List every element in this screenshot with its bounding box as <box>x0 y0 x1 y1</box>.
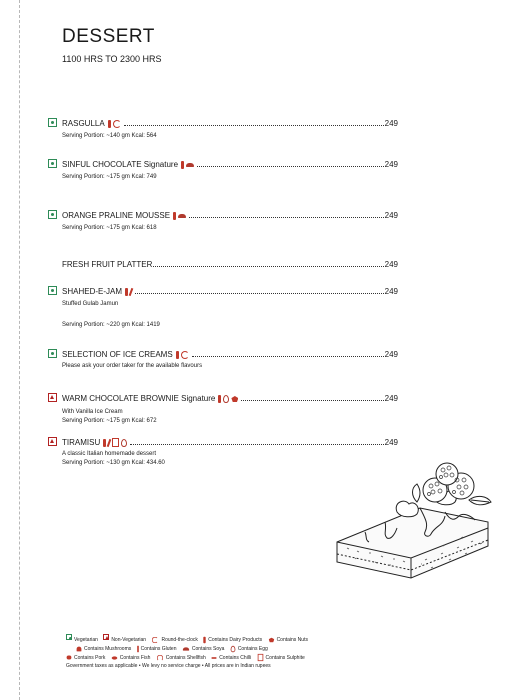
legend-sulphite: Contains Sulphite <box>265 655 305 662</box>
item-description: A classic Italian homemade dessert <box>62 451 157 457</box>
pork-icon <box>67 656 72 660</box>
mushroom-icon <box>77 646 82 651</box>
item-name: WARM CHOCOLATE BROWNIE Signature <box>62 394 216 403</box>
dot-leader <box>192 355 384 357</box>
dot-leader <box>189 216 384 218</box>
item-price: 249 <box>384 260 398 269</box>
nonveg-mark-icon <box>48 393 57 402</box>
round-the-clock-icon <box>152 636 158 642</box>
legend-shellfish: Contains Shellfish <box>165 655 206 662</box>
round-the-clock-icon <box>181 351 189 359</box>
sulphite-icon <box>257 654 263 661</box>
menu-item-selection-of-ice-creams <box>48 347 398 371</box>
nonveg-mark-icon <box>48 437 57 446</box>
page-margin-line <box>19 0 20 700</box>
item-price: 249 <box>384 287 398 296</box>
dot-leader <box>197 165 384 167</box>
legend-pork: Contains Pork <box>74 655 106 662</box>
legend-note: Government taxes as applicable • We levy no service charge • All prices are in Indian rupees <box>66 662 271 669</box>
legend-round-the-clock: Round-the-clock <box>161 637 198 643</box>
menu-item-rasgulla <box>48 116 398 141</box>
legend-non-vegetarian: Non-Vegetarian <box>111 637 147 643</box>
item-price: 249 <box>384 119 398 128</box>
soya-icon <box>186 163 194 167</box>
item-name: SINFUL CHOCOLATE Signature <box>62 160 179 169</box>
menu-item-fresh-fruit-platter <box>48 257 398 269</box>
nuts-icon <box>268 637 274 642</box>
item-price: 249 <box>384 350 398 359</box>
soya-icon <box>183 647 189 650</box>
item-price: 249 <box>384 160 398 169</box>
dietary-legend <box>66 635 312 670</box>
legend-fish: Contains Fish <box>119 655 151 662</box>
nuts-icon <box>231 396 238 402</box>
menu-item-sinful-chocolate <box>48 157 398 182</box>
item-detail: Serving Portion: ~175 gm Kcal: 672 <box>62 418 157 424</box>
service-hours: 1100 HRS TO 2300 HRS <box>62 54 162 64</box>
dot-leader <box>153 265 383 267</box>
item-detail: Serving Portion: ~140 gm Kcal: 564 <box>62 133 157 139</box>
dairy-icon <box>181 161 184 169</box>
round-the-clock-icon <box>113 120 121 128</box>
item-detail: Serving Portion: ~175 gm Kcal: 749 <box>62 174 157 180</box>
legend-nuts: Contains Nuts <box>276 637 308 643</box>
legend-egg: Contains Egg <box>237 645 268 652</box>
legend-gluten: Contains Gluten <box>140 645 177 652</box>
shellfish-icon <box>157 655 163 661</box>
legend-mushrooms: Contains Mushrooms <box>84 645 132 652</box>
dairy-icon <box>176 351 179 359</box>
item-detail: Serving Portion: ~175 gm Kcal: 618 <box>62 225 157 231</box>
veg-mark-icon <box>66 634 72 640</box>
dot-leader <box>135 292 384 294</box>
chilli-icon <box>212 657 217 659</box>
dairy-icon <box>218 395 221 403</box>
item-price: 249 <box>384 211 398 220</box>
soya-icon <box>178 214 186 218</box>
item-name: RASGULLA <box>62 119 105 128</box>
legend-row-1 <box>66 635 312 645</box>
menu-item-orange-praline-mousse <box>48 208 398 233</box>
veg-mark-icon <box>48 118 57 127</box>
legend-row-2 <box>66 645 312 654</box>
legend-dairy: Contains Dairy Products <box>208 637 263 643</box>
fish-icon <box>111 656 117 659</box>
item-name: TIRAMISU <box>62 438 101 447</box>
item-name: ORANGE PRALINE MOUSSE <box>62 211 171 220</box>
gluten-icon <box>107 438 112 446</box>
dairy-icon <box>173 212 176 220</box>
egg-icon <box>121 439 127 447</box>
dot-leader <box>124 124 384 126</box>
item-detail: Please ask your order taker for the available flavours <box>62 363 203 369</box>
page-title: DESSERT <box>62 26 155 47</box>
no-mark-spacer <box>48 259 57 268</box>
item-detail: Serving Portion: ~130 gm Kcal: 434.60 <box>62 460 165 466</box>
item-name: FRESH FRUIT PLATTER <box>62 260 153 269</box>
egg-icon <box>230 645 235 651</box>
legend-row-3 <box>66 653 312 662</box>
veg-mark-icon <box>48 286 57 295</box>
veg-mark-icon <box>48 349 57 358</box>
dairy-icon <box>108 120 111 128</box>
dot-leader <box>241 399 383 401</box>
dairy-icon <box>204 636 206 642</box>
veg-mark-icon <box>48 159 57 168</box>
legend-soya: Contains Soya <box>191 645 225 652</box>
item-detail: Serving Portion: ~220 gm Kcal: 1419 <box>62 322 160 328</box>
item-price: 249 <box>384 438 398 447</box>
cheesecake-illustration <box>325 450 495 585</box>
egg-icon <box>223 395 229 403</box>
item-description: Stuffed Gulab Jamun <box>62 301 119 307</box>
dot-leader <box>130 443 383 445</box>
item-name: SHAHED-E-JAM <box>62 287 123 296</box>
veg-mark-icon <box>48 210 57 219</box>
gluten-icon <box>129 288 134 296</box>
item-description: With Vanilla Ice Cream <box>62 409 123 415</box>
menu-item-warm-chocolate-brownie <box>48 391 398 426</box>
nonveg-mark-icon <box>103 634 109 640</box>
legend-vegetarian: Vegetarian <box>74 637 98 643</box>
legend-chilli: Contains Chilli <box>219 655 252 662</box>
sulphite-icon <box>112 438 119 447</box>
item-name: SELECTION OF ICE CREAMS <box>62 350 173 359</box>
gluten-icon <box>137 645 139 651</box>
item-price: 249 <box>384 394 398 403</box>
menu-item-shahed-e-jam <box>48 284 398 330</box>
